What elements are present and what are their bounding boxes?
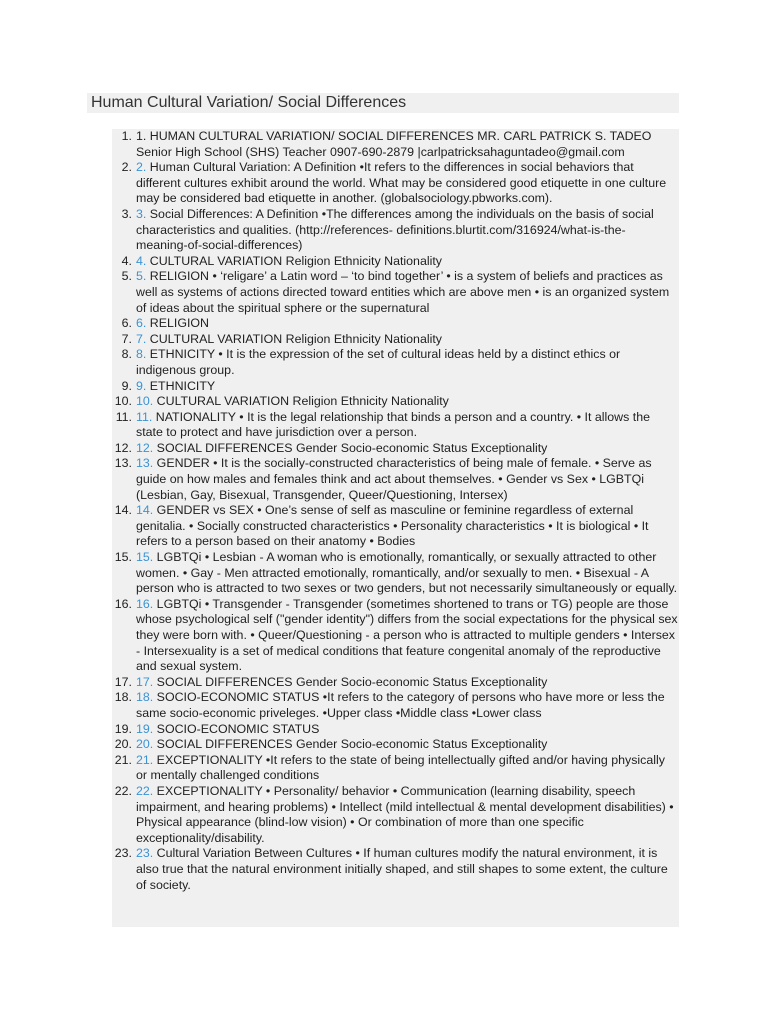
list-item (112, 690, 679, 721)
item-text: LGBTQi • Transgender - Transgender (sometimes shortened to trans or TG) people are those whose psychological self ("gender identity") differs from the social expectations for the physical sex they were born with. • Queer/Questioning - a person who is attracted to multiple genders • Intersex - Intersexuality is a set of medical conditions that feature congenital anomaly of the reproductive and sexual system. (136, 596, 678, 674)
slide-link[interactable]: 12. (136, 440, 154, 455)
slide-link[interactable]: 5. (136, 269, 147, 284)
item-text: CULTURAL VARIATION Religion Ethnicity Nationality (146, 331, 442, 346)
item-text: GENDER vs SEX • One’s sense of self as masculine or feminine regardless of external genitalia. • Socially constructed characteristics • Personality characteristics • It is biological • It refers to a person based on their anatomy • Bodies (136, 503, 649, 549)
list-item (112, 503, 679, 550)
item-number: 19. (114, 721, 132, 736)
item-text: CULTURAL VARIATION Religion Ethnicity Nationality (153, 394, 449, 409)
slide-link[interactable]: 18. (136, 690, 154, 705)
list-item (112, 550, 679, 597)
page-title: Human Cultural Variation/ Social Differences (91, 94, 407, 111)
slide-link[interactable]: 3. (136, 206, 147, 221)
list-item (112, 441, 679, 457)
item-number: 11. (115, 409, 132, 424)
item-text: CULTURAL VARIATION Religion Ethnicity Nationality (146, 253, 442, 268)
list-item (112, 254, 679, 270)
item-text: GENDER • It is the socially-constructed characteristics of being male of female. • Serve as guide on how males and females think and act about themselves. • Gender vs Sex • LGBTQi (Lesbian, Gay, Bisexual, Transgender, Queer/Questioning, Intersex) (136, 456, 652, 502)
slide-link[interactable]: 6. (136, 316, 147, 331)
slide-link[interactable]: 16. (136, 596, 154, 611)
item-number: 14. (114, 503, 132, 518)
slide-link[interactable]: 4. (136, 253, 147, 268)
item-number: 2. (121, 160, 132, 175)
list-item (112, 269, 679, 316)
item-number: 10. (114, 394, 132, 409)
list-item (112, 722, 679, 738)
slide-link[interactable]: 11. (136, 409, 153, 424)
list-item (112, 753, 679, 784)
item-text: EXCEPTIONALITY • Personality/ behavior • Communication (learning disability, speech impairment, and hearing problems) • Intellect (mild intellectual & mental development disabilities) • Physical appearance (blind-low vision) • Or combination of more than one specific exceptionality/disability. (136, 783, 674, 845)
slide-link[interactable]: 7. (136, 331, 147, 346)
item-text: SOCIO-ECONOMIC STATUS (153, 721, 320, 736)
list-item (112, 129, 679, 160)
item-number: 7. (121, 331, 132, 346)
list-item (112, 379, 679, 395)
list-item (112, 316, 679, 332)
list-item (112, 784, 679, 846)
list-item (112, 410, 679, 441)
list-item (112, 160, 679, 207)
item-number: 1. (121, 129, 132, 143)
slide-link[interactable]: 14. (136, 503, 154, 518)
list-item (112, 737, 679, 753)
slide-link[interactable]: 17. (136, 674, 154, 689)
item-text: ETHNICITY (146, 378, 216, 393)
slide-link[interactable]: 9. (136, 378, 147, 393)
slide-link[interactable]: 13. (136, 456, 154, 471)
item-text: SOCIAL DIFFERENCES Gender Socio-economic Status Exceptionality (153, 440, 548, 455)
slide-link[interactable]: 10. (136, 394, 154, 409)
list-item (112, 846, 679, 893)
item-number: 6. (121, 316, 132, 331)
item-number: 12. (114, 440, 132, 455)
list-item (112, 207, 679, 254)
item-text: SOCIAL DIFFERENCES Gender Socio-economic Status Exceptionality (153, 674, 548, 689)
list-item (112, 332, 679, 348)
list-item (112, 394, 679, 410)
item-text: SOCIAL DIFFERENCES Gender Socio-economic Status Exceptionality (153, 737, 548, 752)
item-text: HUMAN CULTURAL VARIATION/ SOCIAL DIFFERENCES MR. CARL PATRICK S. TADEO Senior High School (SHS) Teacher 0907-690-2879 |carlpatricksahaguntadeo@gmail.com (136, 129, 652, 159)
item-number: 15. (114, 550, 132, 565)
item-number: 20. (114, 737, 132, 752)
item-text: NATIONALITY • It is the legal relationship that binds a person and a country. • It allows the state to protect and have jurisdiction over a person. (136, 409, 650, 440)
item-text: RELIGION • ‘religare’ a Latin word – ‘to bind together’ • is a system of beliefs and practices as well as systems of actions directed toward entities which are above men • is an organized system of ideas about the spiritual sphere or the supernatural (136, 269, 670, 315)
list-item (112, 597, 679, 675)
item-number: 22. (114, 783, 132, 798)
slide-link[interactable]: 2. (136, 160, 147, 175)
slide-link[interactable]: 22. (136, 783, 154, 798)
title-bar (87, 93, 679, 113)
item-number: 16. (114, 596, 132, 611)
item-number: 5. (121, 269, 132, 284)
slide-link[interactable]: 19. (136, 721, 154, 736)
item-text: Cultural Variation Between Cultures • If human cultures modify the natural environment, it is also true that the natural environment initially shaped, and still shapes to some extent, the culture of society. (136, 846, 668, 892)
list-item (112, 456, 679, 503)
item-text: SOCIO-ECONOMIC STATUS •It refers to the category of persons who have more or less the same socio-economic priveleges. •Upper class •Middle class •Lower class (136, 690, 665, 720)
item-number: 17. (114, 674, 132, 689)
item-number: 21. (114, 752, 132, 767)
item-number: 4. (121, 253, 132, 268)
slide-list (112, 129, 679, 893)
item-number: 23. (114, 846, 132, 861)
slide-link[interactable]: 21. (136, 752, 154, 767)
slide-link[interactable]: 20. (136, 737, 154, 752)
item-text: Social Differences: A Definition •The differences among the individuals on the basis of social characteristics and qualities. (http://references- definitions.blurtit.com/316924/what-is-the- meaning-of-social-differences) (136, 206, 654, 253)
item-text: EXCEPTIONALITY •It refers to the state of being intellectually gifted and/or having physically or mentally challenged conditions (136, 752, 665, 783)
item-number: 18. (114, 690, 132, 705)
item-text: RELIGION (146, 316, 209, 331)
item-number: 8. (121, 347, 132, 362)
slide-link[interactable]: 15. (136, 550, 154, 565)
item-number: 3. (121, 206, 132, 221)
slide-list-panel (112, 129, 679, 927)
item-number: 13. (114, 456, 132, 471)
item-text: Human Cultural Variation: A Definition •It refers to the differences in social behaviors that different cultures exhibit around the world. What may be considered good etiquette in one culture may be considered bad etiquette in another. (globalsociology.pbworks.com). (136, 160, 667, 206)
item-number: 9. (121, 378, 132, 393)
list-item (112, 675, 679, 691)
item-text: LGBTQi • Lesbian - A woman who is emotionally, romantically, or sexually attracted to other women. • Gay - Men attracted emotionally, romantically, and/or sexually to men. • Bisexual - A person who is attracted to two sexes or two genders, but not necessarily simultaneously or equally. (136, 550, 678, 596)
list-item (112, 347, 679, 378)
slide-link[interactable]: 1. (136, 129, 147, 143)
item-text: ETHNICITY • It is the expression of the set of cultural ideas held by a distinct ethics or indigenous group. (136, 347, 621, 377)
slide-link[interactable]: 23. (136, 846, 154, 861)
slide-link[interactable]: 8. (136, 347, 147, 362)
